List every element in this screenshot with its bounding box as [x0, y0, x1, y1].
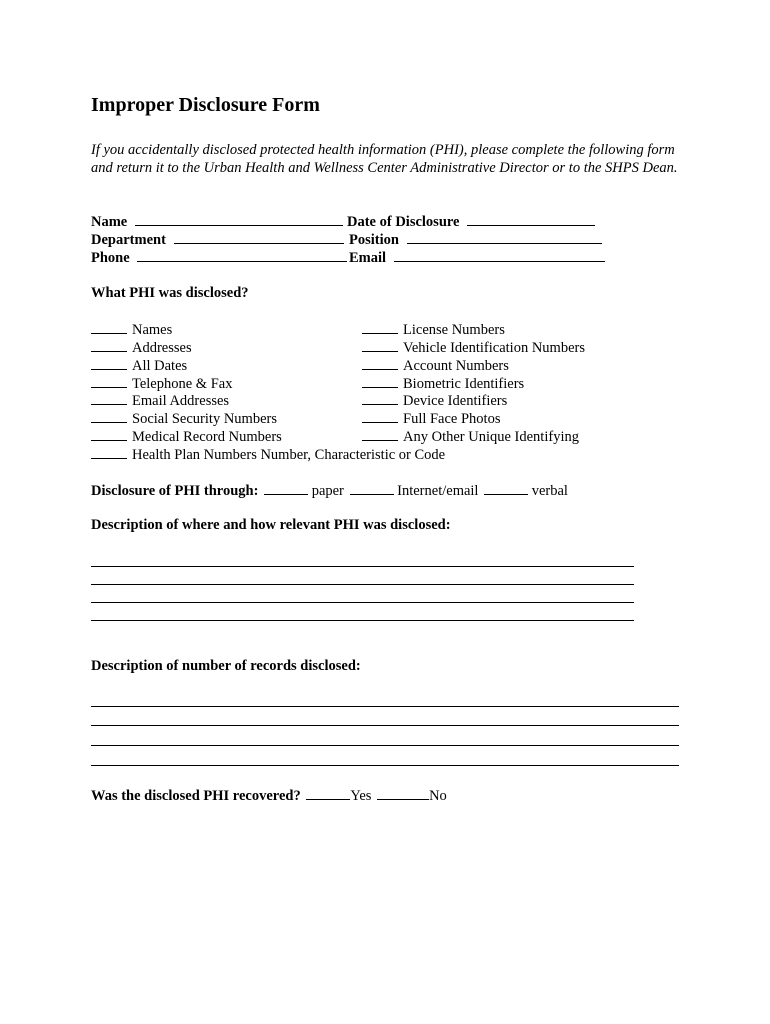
- verbal-label: verbal: [531, 483, 568, 499]
- name-field[interactable]: [91, 212, 343, 231]
- yes-label: Yes: [350, 788, 372, 804]
- form-title: Improper Disclosure Form: [91, 94, 320, 116]
- phi-item-account[interactable]: [362, 356, 509, 375]
- department-blank[interactable]: [174, 230, 344, 244]
- description-records-line[interactable]: [91, 725, 679, 726]
- recovered-row: [91, 786, 447, 805]
- intro-paragraph: If you accidentally disclosed protected health information (PHI), please complete the following form and return it to the Urban Health and Wellness Center Administrative Director or to the SHPS Dean.: [91, 142, 678, 176]
- checkbox-blank[interactable]: [91, 374, 127, 388]
- description-where-line[interactable]: [91, 584, 634, 585]
- phi-question: What PHI was disclosed?: [91, 285, 249, 301]
- name-label: Name: [91, 214, 128, 230]
- phi-item-label: Names: [132, 322, 173, 338]
- checkbox-blank[interactable]: [91, 356, 127, 370]
- verbal-blank[interactable]: [484, 481, 528, 495]
- phi-item-medical-record[interactable]: [91, 427, 282, 446]
- email-label: Email: [349, 250, 387, 266]
- phi-item-label: Medical Record Numbers: [132, 429, 282, 445]
- internet-email-label: Internet/email: [397, 483, 479, 499]
- description-where-line[interactable]: [91, 602, 634, 603]
- date-of-disclosure-label: Date of Disclosure: [347, 214, 460, 230]
- phi-item-health-plan[interactable]: [91, 445, 445, 464]
- phone-field[interactable]: [91, 248, 347, 267]
- phi-item-label: Full Face Photos: [403, 411, 501, 427]
- description-where-line[interactable]: [91, 566, 634, 567]
- phi-item-addresses[interactable]: [91, 338, 192, 357]
- recovered-question: Was the disclosed PHI recovered?: [91, 788, 301, 804]
- phi-item-names[interactable]: [91, 320, 172, 339]
- phi-item-ssn[interactable]: [91, 409, 277, 428]
- disclosure-through-row: [91, 481, 568, 500]
- checkbox-blank[interactable]: [362, 338, 398, 352]
- phi-item-label: Health Plan Numbers Number, Characteristic or Code: [132, 447, 446, 463]
- position-blank[interactable]: [407, 230, 602, 244]
- checkbox-blank[interactable]: [362, 374, 398, 388]
- department-field[interactable]: [91, 230, 344, 249]
- phi-item-label: Biometric Identifiers: [403, 376, 525, 392]
- phi-item-email-addresses[interactable]: [91, 391, 229, 410]
- checkbox-blank[interactable]: [91, 427, 127, 441]
- phi-item-label: Device Identifiers: [403, 393, 508, 409]
- checkbox-blank[interactable]: [362, 356, 398, 370]
- phi-item-other-unique[interactable]: [362, 427, 579, 446]
- phi-item-device[interactable]: [362, 391, 507, 410]
- description-where-heading: Description of where and how relevant PHI was disclosed:: [91, 517, 451, 533]
- yes-blank[interactable]: [306, 786, 350, 800]
- checkbox-blank[interactable]: [91, 338, 127, 352]
- phone-blank[interactable]: [137, 248, 347, 262]
- checkbox-blank[interactable]: [91, 320, 127, 334]
- name-blank[interactable]: [135, 212, 343, 226]
- phi-item-all-dates[interactable]: [91, 356, 187, 375]
- paper-label: paper: [311, 483, 344, 499]
- checkbox-blank[interactable]: [362, 427, 398, 441]
- phi-item-license[interactable]: [362, 320, 505, 339]
- date-of-disclosure-blank[interactable]: [467, 212, 595, 226]
- description-records-heading: Description of number of records disclosed:: [91, 658, 361, 674]
- disclosure-through-label: Disclosure of PHI through:: [91, 483, 259, 499]
- phi-item-label: Telephone & Fax: [132, 376, 233, 392]
- internet-email-blank[interactable]: [350, 481, 394, 495]
- description-records-line[interactable]: [91, 765, 679, 766]
- phi-item-label: Vehicle Identification Numbers: [403, 340, 585, 356]
- no-blank[interactable]: [377, 786, 429, 800]
- checkbox-blank[interactable]: [362, 409, 398, 423]
- phi-item-label: Social Security Numbers: [132, 411, 277, 427]
- checkbox-blank[interactable]: [91, 409, 127, 423]
- paper-blank[interactable]: [264, 481, 308, 495]
- phi-item-label: Email Addresses: [132, 393, 230, 409]
- email-field[interactable]: [349, 248, 605, 267]
- phone-label: Phone: [91, 250, 130, 266]
- department-label: Department: [91, 232, 166, 248]
- no-label: No: [429, 788, 447, 804]
- phi-item-label: License Numbers: [403, 322, 505, 338]
- checkbox-blank[interactable]: [362, 320, 398, 334]
- phi-item-face-photos[interactable]: [362, 409, 500, 428]
- position-field[interactable]: [349, 230, 602, 249]
- position-label: Position: [349, 232, 399, 248]
- checkbox-blank[interactable]: [362, 391, 398, 405]
- date-of-disclosure-field[interactable]: [347, 212, 595, 231]
- checkbox-blank[interactable]: [91, 391, 127, 405]
- phi-item-label: Account Numbers: [403, 358, 509, 374]
- email-blank[interactable]: [394, 248, 605, 262]
- phi-item-label: Any Other Unique Identifying: [403, 429, 579, 445]
- description-where-line[interactable]: [91, 620, 634, 621]
- phi-item-label: All Dates: [132, 358, 188, 374]
- phi-item-label: Addresses: [132, 340, 192, 356]
- description-records-line[interactable]: [91, 706, 679, 707]
- phi-item-vehicle[interactable]: [362, 338, 585, 357]
- checkbox-blank[interactable]: [91, 445, 127, 459]
- description-records-line[interactable]: [91, 745, 679, 746]
